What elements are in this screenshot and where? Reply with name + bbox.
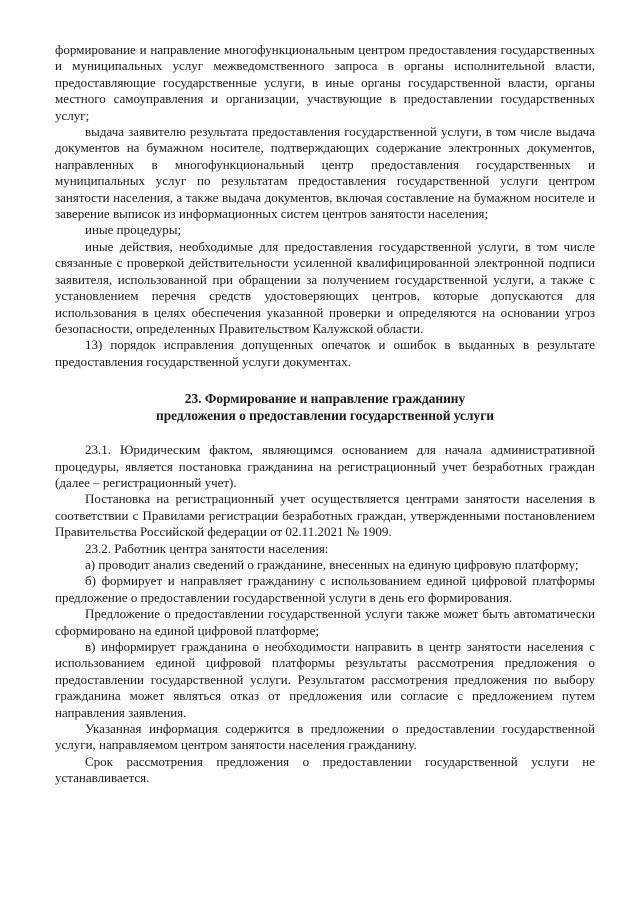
paragraph-item-v: в) информирует гражданина о необходимости направить в центр занятости населения с использованием единой цифровой платформы результаты рассмотрения предложения о предоставлении государственной услуги. Результатом рассмотрения предложения по выбору гражданина может являться отказ от предложения или согласие с предложением путем направления заявления. — [55, 639, 595, 720]
paragraph-23-2: 23.2. Работник центра занятости населения: — [85, 540, 329, 556]
paragraph-auto-generated: Предложение о предоставлении государственной услуги также может быть автоматически сформировано на единой цифровой платформе; — [55, 606, 595, 638]
paragraph-issuance-of-result: выдача заявителю результата предоставления государственной услуги, в том числе выдача документов на бумажном носителе, подтверждающих содержание электронных документов, направленных в многофункциональный центр предоставления государственных и муниципальных услуг по результатам предоставления государственной услуги центром занятости населения, а также выдача документов, включая составление на бумажном носителе и заверение выписок из информационных систем центров занятости населения; — [55, 124, 595, 222]
paragraph-item-13: 13) порядок исправления допущенных опечаток и ошибок в выданных в результате предоставления государственной услуги документах. — [55, 337, 595, 369]
paragraph-other-actions: иные действия, необходимые для предоставления государственной услуги, в том числе связанные с проверкой действительности усиленной квалифицированной электронной подписи заявителя, использованной при обращении за получением государственной услуги, а также с установлением перечня средств удостоверяющих центров, которые допускаются для использования в целях обеспечения указанной проверки и определяются на основании угроз безопасности, определенных Правительством Калужской области. — [55, 238, 595, 336]
paragraph-review-period: Срок рассмотрения предложения о предоставлении государственной услуги не устанавливается. — [55, 753, 595, 786]
paragraph-interagency-request: формирование и направление многофункциональным центром предоставления государственных и муниципальных услуг межведомственного запроса в органы исполнительной власти, предоставляющие государственные услуги, в иные органы государственной власти, органы местного самоуправления и организации, участвующие в предоставлении государственных услуг; — [55, 42, 595, 123]
paragraph-registration: Постановка на регистрационный учет осуществляется центрами занятости населения в соответствии с Правилами регистрации безработных граждан, утвержденными постановлением Правительства Российской федерации от 02.11.2021 № 1909. — [55, 491, 595, 540]
paragraph-other-procedures: иные процедуры; — [85, 222, 182, 238]
paragraph-23-1: 23.1. Юридическим фактом, являющимся основанием для начала административной процедуры, является постановка гражданина на регистрационный учет безработных граждан (далее – регистрационный учет). — [55, 442, 595, 490]
document-page — [55, 42, 595, 787]
section-heading-23 — [55, 390, 595, 424]
paragraph-item-b: б) формирует и направляет гражданину с использованием единой цифровой платформы предложение о предоставлении государственной услуги в день его формирования. — [55, 573, 595, 605]
section-heading-line-2: предложения о предоставлении государственной услуги — [156, 408, 494, 424]
paragraph-item-a: а) проводит анализ сведений о гражданине, внесенных на единую цифровую платформу; — [85, 556, 579, 572]
paragraph-info-contained: Указанная информация содержится в предложении о предоставлении государственной услуги, направляемом центром занятости населения гражданину. — [55, 721, 595, 753]
section-heading-line-1: 23. Формирование и направление гражданину — [184, 391, 466, 407]
